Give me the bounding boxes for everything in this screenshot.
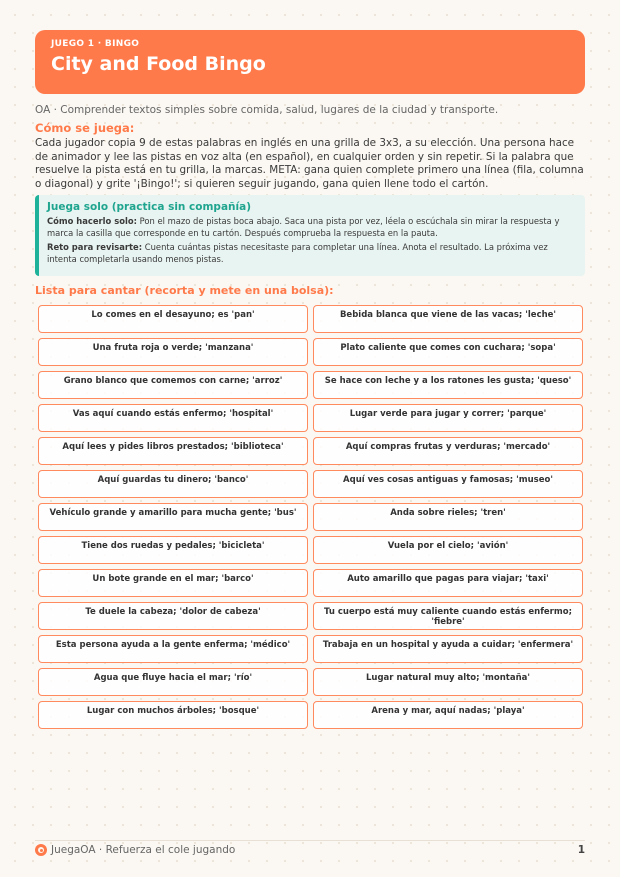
- clue-card: Grano blanco que comemos con carne; 'arroz': [38, 371, 308, 399]
- how-to-text: Cada jugador copia 9 de estas palabras en inglés en una grilla de 3x3, a su elección. Una persona hace de animador y lee las pistas en voz alta (en español), en cualquier orden y sin repetir. Si la palabra que resuelve la pista está en tu grilla, la marcas. META: gana quien complete primero una línea (fila, columna o diagonal) y grite '¡Bingo!'; si quieren seguir jugando, gana quien llene todo el cartón.: [35, 137, 584, 190]
- clue-card: Aquí guardas tu dinero; 'banco': [38, 470, 308, 498]
- clue-card: Te duele la cabeza; 'dolor de cabeza': [38, 602, 308, 630]
- solo-how-text: Pon el mazo de pistas boca abajo. Saca una pista por vez, léela o escúchala sin mirar la respuesta y marca la casilla que corresponde en tu cartón. Después comprueba la respuesta en la pauta.: [47, 216, 560, 238]
- solo-box: [35, 195, 585, 276]
- clue-card: Lugar natural muy alto; 'montaña': [313, 668, 583, 696]
- clue-card: Una fruta roja o verde; 'manzana': [38, 338, 308, 366]
- learning-objective: OA · Comprender textos simples sobre comida, salud, lugares de la ciudad y transporte.: [35, 104, 499, 116]
- clue-card: Un bote grande en el mar; 'barco': [38, 569, 308, 597]
- clue-card: Se hace con leche y a los ratones les gusta; 'queso': [313, 371, 583, 399]
- clue-card: Vas aquí cuando estás enfermo; 'hospital': [38, 404, 308, 432]
- footer-brand: JuegaOA · Refuerza el cole jugando: [51, 844, 236, 856]
- page-number: 1: [577, 844, 585, 856]
- brand-logo-icon: [35, 844, 47, 856]
- clue-card: Auto amarillo que pagas para viajar; 'taxi': [313, 569, 583, 597]
- solo-paragraph-challenge: [47, 242, 575, 265]
- solo-heading: Juega solo (practica sin compañía): [47, 201, 251, 213]
- list-heading: Lista para cantar (recorta y mete en una bolsa):: [35, 284, 334, 297]
- clue-card: Bebida blanca que viene de las vacas; 'leche': [313, 305, 583, 333]
- footer-divider: [35, 840, 585, 841]
- clue-card: Lo comes en el desayuno; es 'pan': [38, 305, 308, 333]
- header-banner: [35, 30, 585, 94]
- clue-card: Tiene dos ruedas y pedales; 'bicicleta': [38, 536, 308, 564]
- clue-card: Lugar verde para jugar y correr; 'parque': [313, 404, 583, 432]
- solo-challenge-text: Cuenta cuántas pistas necesitaste para completar una línea. Anota el resultado. La próxima vez intenta completarla usando menos pistas.: [47, 242, 548, 264]
- how-to-heading: Cómo se juega:: [35, 121, 135, 135]
- clue-card: Lugar con muchos árboles; 'bosque': [38, 701, 308, 729]
- clue-card: Aquí ves cosas antiguas y famosas; 'museo': [313, 470, 583, 498]
- solo-challenge-label: Reto para revisarte:: [47, 242, 143, 252]
- game-kicker: JUEGO 1 · BINGO: [51, 39, 140, 49]
- clue-card: Esta persona ayuda a la gente enferma; 'médico': [38, 635, 308, 663]
- solo-how-label: Cómo hacerlo solo:: [47, 216, 137, 226]
- page-title: City and Food Bingo: [51, 53, 266, 75]
- clue-card-grid: [38, 305, 583, 729]
- clue-card: Arena y mar, aquí nadas; 'playa': [313, 701, 583, 729]
- clue-card: Vuela por el cielo; 'avión': [313, 536, 583, 564]
- clue-card: Agua que fluye hacia el mar; 'río': [38, 668, 308, 696]
- footer: [35, 843, 585, 857]
- clue-card: Plato caliente que comes con cuchara; 'sopa': [313, 338, 583, 366]
- clue-card: Anda sobre rieles; 'tren': [313, 503, 583, 531]
- clue-card: Trabaja en un hospital y ayuda a cuidar; 'enfermera': [313, 635, 583, 663]
- clue-card: Aquí lees y pides libros prestados; 'biblioteca': [38, 437, 308, 465]
- clue-card: Tu cuerpo está muy caliente cuando estás enfermo; 'fiebre': [313, 602, 583, 630]
- solo-paragraph-how: [47, 216, 575, 239]
- clue-card: Aquí compras frutas y verduras; 'mercado': [313, 437, 583, 465]
- clue-card: Vehículo grande y amarillo para mucha gente; 'bus': [38, 503, 308, 531]
